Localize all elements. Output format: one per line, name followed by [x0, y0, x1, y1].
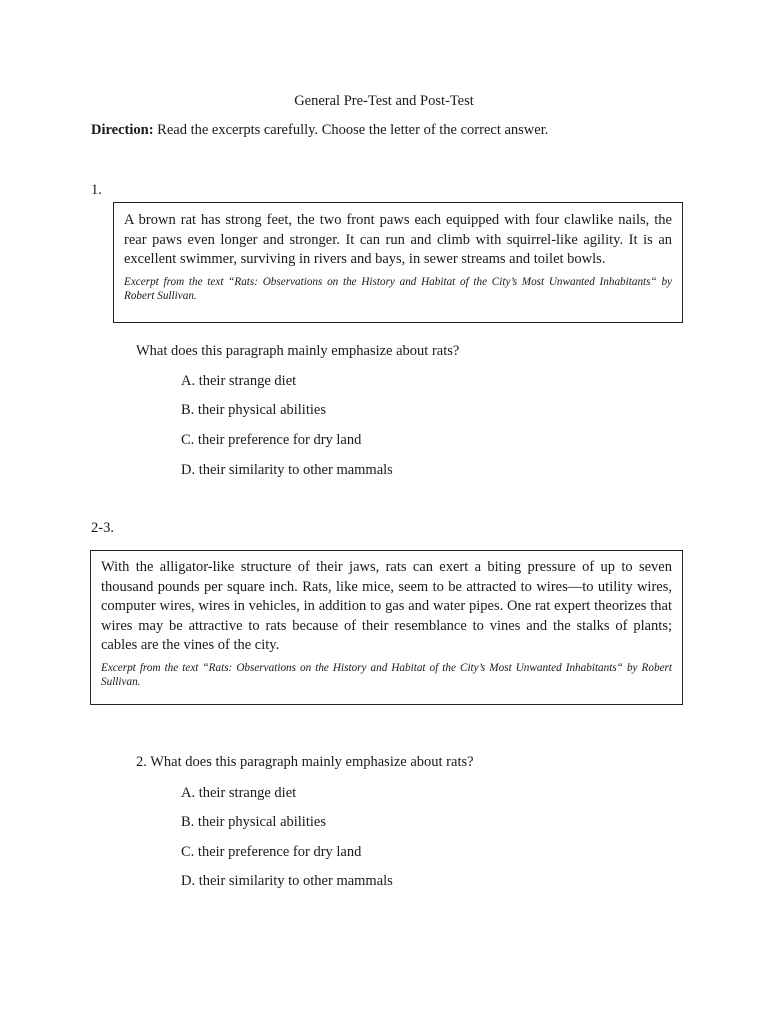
- excerpt-box-1: [113, 202, 683, 323]
- question-stem-1: What does this paragraph mainly emphasize about rats?: [136, 343, 460, 359]
- excerpt-passage-1: A brown rat has strong feet, the two front paws each equipped with four clawlike nails, the rear paws even longer and stronger. It can run and climb with squirrel-like agility. It is an excellent swimmer, surviving in rivers and bays, in sewer streams and toilet bowls.: [124, 212, 672, 268]
- direction-line: [91, 122, 548, 139]
- item-number-2-3: 2-3.: [91, 520, 114, 536]
- question-stem-2: 2. What does this paragraph mainly emphasize about rats?: [136, 754, 474, 770]
- direction-label: Direction:: [91, 122, 154, 138]
- question-1-option-b: B. their physical abilities: [181, 402, 326, 418]
- question-1-option-d: D. their similarity to other mammals: [181, 462, 393, 478]
- question-2-option-d: D. their similarity to other mammals: [181, 873, 393, 889]
- page-title: General Pre-Test and Post-Test: [294, 93, 474, 109]
- question-1-option-a: A. their strange diet: [181, 373, 297, 389]
- question-2-option-c: C. their preference for dry land: [181, 844, 362, 860]
- question-2-option-a: A. their strange diet: [181, 785, 297, 801]
- excerpt-passage-2: With the alligator-like structure of their jaws, rats can exert a biting pressure of up to seven thousand pounds per square inch. Rats, like mice, seem to be attracted to wires—to utility wires, computer wires, wires in vehicles, in addition to gas and water pipes. One rat expert theorizes that wires may be attractive to rats because of their resemblance to vines and the stalks of plants; cables are the vines of the city.: [101, 559, 672, 654]
- item-number-1: 1.: [91, 182, 102, 198]
- excerpt-source-1: Excerpt from the text “Rats: Observations on the History and Habitat of the City’s Most Unwanted Inhabitants“ by Robert Sullivan.: [124, 275, 672, 303]
- excerpt-box-2: [90, 550, 683, 705]
- question-1-option-c: C. their preference for dry land: [181, 432, 362, 448]
- excerpt-source-2: Excerpt from the text “Rats: Observations on the History and Habitat of the City’s Most Unwanted Inhabitants“ by Robert Sullivan.: [101, 661, 672, 689]
- question-2-option-b: B. their physical abilities: [181, 814, 326, 830]
- direction-text: Read the excerpts carefully. Choose the letter of the correct answer.: [157, 122, 549, 138]
